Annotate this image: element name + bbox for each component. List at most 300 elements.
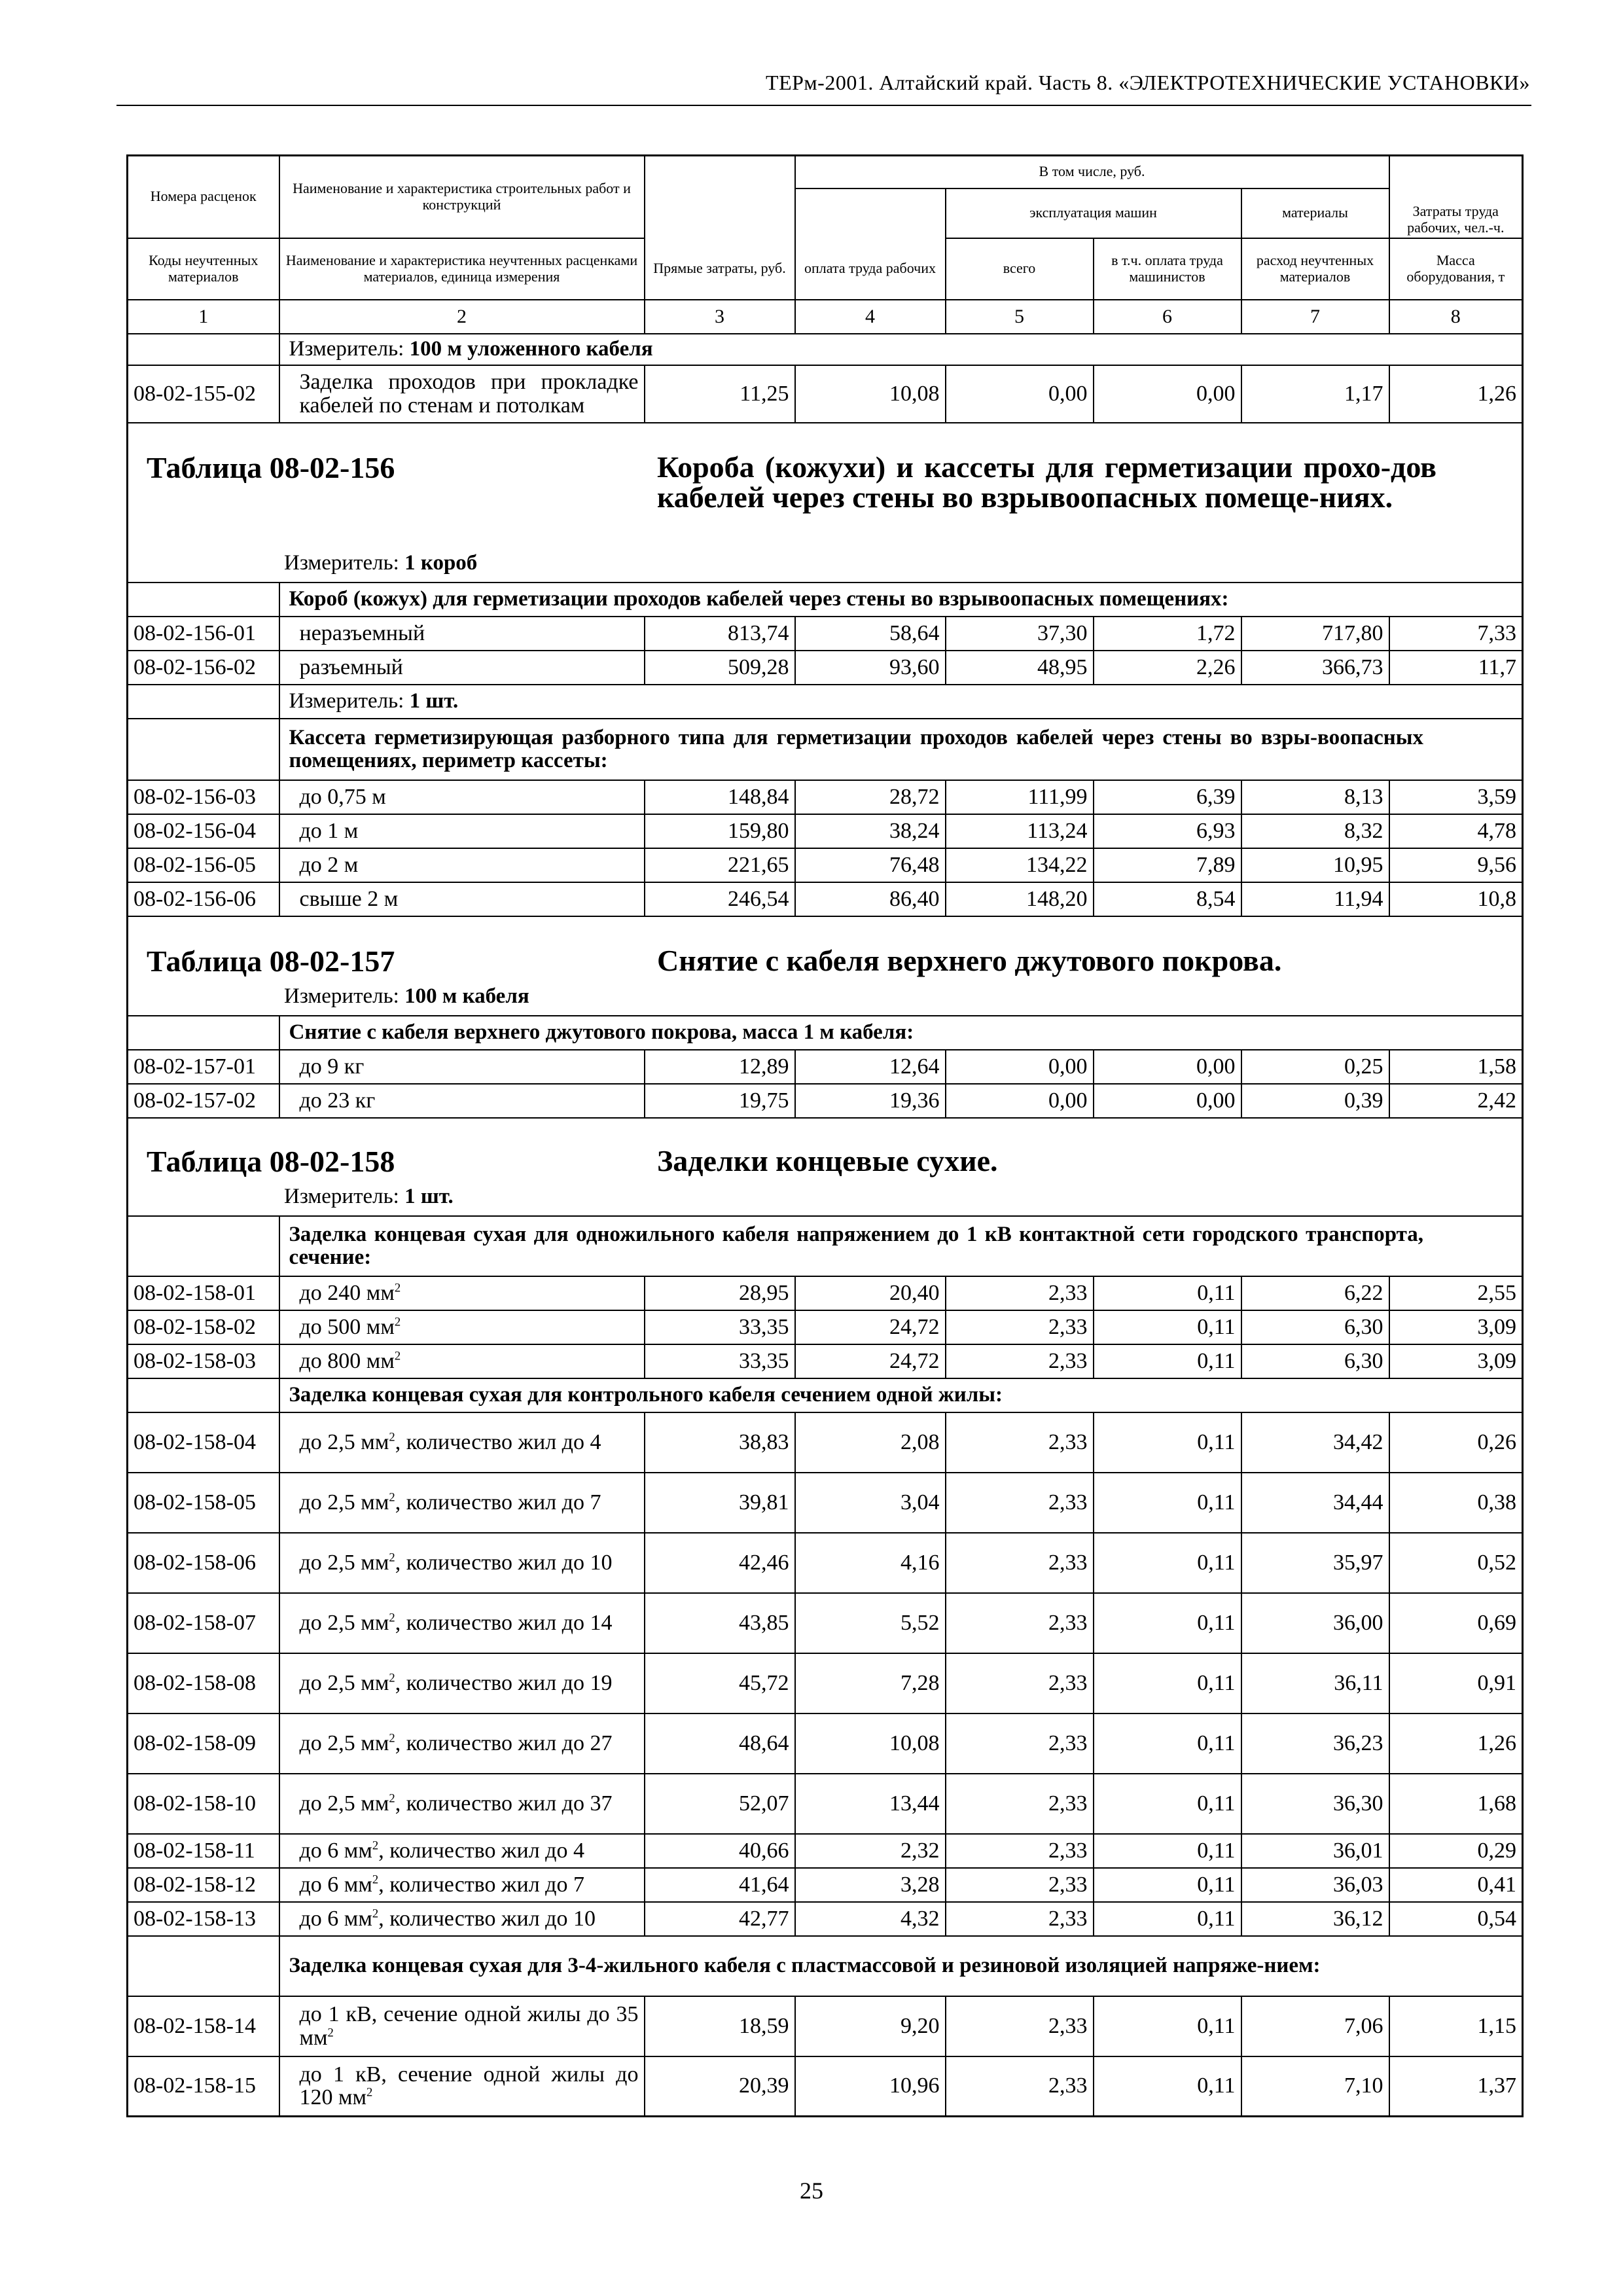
header-row-3 [128, 238, 1523, 300]
value-cell: 10,96 [795, 2056, 946, 2117]
value-cell: 7,10 [1241, 2056, 1389, 2117]
value-cell: 0,41 [1389, 1868, 1523, 1902]
section-row [128, 1936, 1523, 1996]
col5-header: всего [946, 238, 1094, 300]
table-row [128, 1533, 1523, 1593]
value-cell: 41,64 [645, 1868, 795, 1902]
work-name: до 0,75 м [279, 780, 645, 814]
table-row [128, 365, 1523, 423]
value-cell: 42,46 [645, 1533, 795, 1593]
rate-code: 08-02-158-07 [128, 1593, 279, 1653]
value-cell: 24,72 [795, 1310, 946, 1344]
table-title: Снятие с кабеля верхнего джутового покрова. [657, 943, 1282, 977]
measure-label: Измеритель: [284, 550, 405, 575]
value-cell: 0,11 [1094, 1344, 1241, 1378]
work-name [279, 1593, 645, 1653]
work-name [279, 1834, 645, 1868]
table-id: Таблица 08-02-158 [147, 1144, 395, 1178]
table-row [128, 814, 1523, 848]
work-name-sup: 2 [327, 2026, 334, 2040]
blank-cell [128, 1936, 279, 1996]
value-cell: 19,36 [795, 1084, 946, 1118]
value-cell: 34,44 [1241, 1473, 1389, 1533]
col4-header-spacer [795, 188, 946, 238]
table-row [128, 1276, 1523, 1310]
table-title-wrap [128, 1119, 1522, 1215]
value-cell: 7,33 [1389, 617, 1523, 651]
blank-cell [128, 1378, 279, 1412]
col3-header-spacer [645, 156, 795, 238]
work-name-text: до 2,5 мм [299, 1490, 389, 1515]
column-number: 7 [1241, 300, 1389, 334]
work-name-text: до 6 мм [299, 1872, 372, 1897]
measure-label: Измеритель: [284, 1184, 405, 1208]
value-cell: 38,83 [645, 1412, 795, 1473]
measure-label: Измеритель: [289, 337, 410, 361]
table-id: Таблица 08-02-157 [147, 944, 395, 978]
table-title-wrap [128, 423, 1522, 582]
rate-code: 08-02-156-03 [128, 780, 279, 814]
work-name [279, 1344, 645, 1378]
rate-code: 08-02-155-02 [128, 365, 279, 423]
value-cell: 0,00 [1094, 1084, 1241, 1118]
value-cell: 0,54 [1389, 1902, 1523, 1936]
work-name: до 1 м [279, 814, 645, 848]
column-number: 5 [946, 300, 1094, 334]
value-cell: 93,60 [795, 651, 946, 685]
value-cell: 1,15 [1389, 1996, 1523, 2056]
work-name-text: до 6 мм [299, 1838, 372, 1863]
value-cell: 0,11 [1094, 1593, 1241, 1653]
work-name-text: до 800 мм [299, 1348, 395, 1373]
value-cell: 7,89 [1094, 848, 1241, 882]
table-row [128, 2056, 1523, 2117]
work-name [279, 2056, 645, 2117]
work-name [279, 1996, 645, 2056]
table-row [128, 780, 1523, 814]
rate-code: 08-02-157-01 [128, 1050, 279, 1084]
work-name-sup: 2 [372, 1839, 379, 1853]
value-cell: 0,11 [1094, 1774, 1241, 1834]
work-name-sup: 2 [372, 1907, 379, 1921]
value-cell: 10,8 [1389, 882, 1523, 916]
col4-header: оплата труда рабочих [795, 238, 946, 300]
measure-text [279, 334, 1523, 365]
value-cell: 1,58 [1389, 1050, 1523, 1084]
value-cell: 0,52 [1389, 1533, 1523, 1593]
column-number: 8 [1389, 300, 1523, 334]
rate-code: 08-02-156-05 [128, 848, 279, 882]
work-name [279, 1533, 645, 1593]
value-cell: 40,66 [645, 1834, 795, 1868]
work-name-rest: , количество жил до 4 [378, 1838, 584, 1863]
work-name-sup: 2 [389, 1430, 395, 1444]
value-cell: 3,28 [795, 1868, 946, 1902]
value-cell: 0,11 [1094, 1868, 1241, 1902]
rate-code: 08-02-157-02 [128, 1084, 279, 1118]
table-row [128, 1344, 1523, 1378]
value-cell: 33,35 [645, 1344, 795, 1378]
page-number: 25 [800, 2178, 823, 2204]
table-title-block [128, 1118, 1523, 1216]
section-heading: Заделка концевая сухая для одножильного кабеля напряжением до 1 кВ контактной сети городского транспорта, сечение: [279, 1216, 1523, 1276]
value-cell: 9,56 [1389, 848, 1523, 882]
column-number: 1 [128, 300, 279, 334]
table-measure [284, 552, 477, 575]
value-cell: 12,89 [645, 1050, 795, 1084]
value-cell: 2,33 [946, 1996, 1094, 2056]
value-cell: 148,20 [946, 882, 1094, 916]
column-number: 2 [279, 300, 645, 334]
measure-text [279, 685, 1523, 719]
table-title-wrap [128, 917, 1522, 1015]
value-cell: 1,26 [1389, 1713, 1523, 1774]
work-name-rest: , количество жил до 27 [395, 1731, 613, 1755]
work-name-sup: 2 [372, 1873, 379, 1887]
value-cell: 246,54 [645, 882, 795, 916]
value-cell: 3,59 [1389, 780, 1523, 814]
value-cell: 52,07 [645, 1774, 795, 1834]
work-name-rest: , количество жил до 7 [395, 1490, 601, 1515]
value-cell: 36,01 [1241, 1834, 1389, 1868]
value-cell: 3,09 [1389, 1344, 1523, 1378]
value-cell: 5,52 [795, 1593, 946, 1653]
work-name [279, 1713, 645, 1774]
value-cell: 7,28 [795, 1653, 946, 1713]
value-cell: 86,40 [795, 882, 946, 916]
value-cell: 11,25 [645, 365, 795, 423]
table-row [128, 1713, 1523, 1774]
work-name [279, 1774, 645, 1834]
value-cell: 0,11 [1094, 1412, 1241, 1473]
value-cell: 10,95 [1241, 848, 1389, 882]
measure-value: 1 шт. [409, 689, 459, 713]
table-measure [284, 985, 529, 1008]
value-cell: 12,64 [795, 1050, 946, 1084]
value-cell: 0,91 [1389, 1653, 1523, 1713]
work-name-text: до 1 кВ, сечение одной жилы до 120 мм [299, 2062, 639, 2110]
work-name: до 2 м [279, 848, 645, 882]
table-row [128, 1593, 1523, 1653]
value-cell: 4,16 [795, 1533, 946, 1593]
measure-label: Измеритель: [289, 689, 410, 713]
value-cell: 134,22 [946, 848, 1094, 882]
value-cell: 113,24 [946, 814, 1094, 848]
rate-code: 08-02-156-01 [128, 617, 279, 651]
value-cell: 48,95 [946, 651, 1094, 685]
value-cell: 8,32 [1241, 814, 1389, 848]
col2-header-bottom: Наименование и характеристика неучтенных расценками материалов, единица измерения [279, 238, 645, 300]
value-cell: 13,44 [795, 1774, 946, 1834]
value-cell: 2,33 [946, 1713, 1094, 1774]
value-cell: 3,09 [1389, 1310, 1523, 1344]
table-row [128, 1774, 1523, 1834]
section-heading: Кассета герметизирующая разборного типа для герметизации проходов кабелей через стены во взры-воопасных помещениях, периметр кассеты: [279, 719, 1523, 780]
value-cell: 38,24 [795, 814, 946, 848]
col8-header-bottom: Масса оборудования, т [1389, 238, 1523, 300]
rate-code: 08-02-156-04 [128, 814, 279, 848]
section-heading: Заделка концевая сухая для 3-4-жильного кабеля с пластмассовой и резиновой изоляцией напряже-нием: [279, 1936, 1523, 1996]
value-cell: 0,00 [946, 1050, 1094, 1084]
value-cell: 0,11 [1094, 1276, 1241, 1310]
work-name-text: до 2,5 мм [299, 1429, 389, 1454]
work-name: Заделка проходов при прокладке кабелей по стенам и потолкам [279, 365, 645, 423]
section-row [128, 1016, 1523, 1050]
work-name-rest: , количество жил до 7 [378, 1872, 584, 1897]
table-title-block [128, 916, 1523, 1016]
value-cell: 0,11 [1094, 1713, 1241, 1774]
measure-value: 100 м уложенного кабеля [409, 337, 653, 361]
rate-code: 08-02-158-08 [128, 1653, 279, 1713]
value-cell: 6,30 [1241, 1310, 1389, 1344]
table-row [128, 617, 1523, 651]
section-row [128, 1378, 1523, 1412]
rate-code: 08-02-158-13 [128, 1902, 279, 1936]
work-name: до 23 кг [279, 1084, 645, 1118]
value-cell: 36,23 [1241, 1713, 1389, 1774]
value-cell: 0,00 [1094, 1050, 1241, 1084]
value-cell: 11,94 [1241, 882, 1389, 916]
value-cell: 221,65 [645, 848, 795, 882]
measure-row [128, 334, 1523, 365]
table-row [128, 1084, 1523, 1118]
value-cell: 0,11 [1094, 1310, 1241, 1344]
machines-header: эксплуатация машин [946, 188, 1241, 238]
work-name-sup: 2 [389, 1791, 395, 1806]
value-cell: 0,29 [1389, 1834, 1523, 1868]
table-id: Таблица 08-02-156 [147, 450, 395, 484]
work-name-sup: 2 [389, 1611, 395, 1625]
work-name-text: до 500 мм [299, 1314, 395, 1339]
work-name-text: до 6 мм [299, 1906, 372, 1931]
work-name [279, 1902, 645, 1936]
value-cell: 2,33 [946, 1774, 1094, 1834]
header-row-1 [128, 156, 1523, 188]
value-cell: 7,06 [1241, 1996, 1389, 2056]
col6-header: в т.ч. оплата труда машинистов [1094, 238, 1241, 300]
table-row [128, 1050, 1523, 1084]
price-table [126, 154, 1524, 2117]
blank-cell [128, 685, 279, 719]
rate-code: 08-02-158-02 [128, 1310, 279, 1344]
value-cell: 24,72 [795, 1344, 946, 1378]
work-name [279, 1653, 645, 1713]
work-name-text: до 2,5 мм [299, 1550, 389, 1575]
value-cell: 42,77 [645, 1902, 795, 1936]
work-name-sup: 2 [389, 1490, 395, 1505]
value-cell: 148,84 [645, 780, 795, 814]
value-cell: 0,00 [1094, 365, 1241, 423]
value-cell: 2,33 [946, 1310, 1094, 1344]
value-cell: 1,72 [1094, 617, 1241, 651]
value-cell: 1,17 [1241, 365, 1389, 423]
work-name-text: до 2,5 мм [299, 1610, 389, 1635]
blank-cell [128, 719, 279, 780]
work-name: неразъемный [279, 617, 645, 651]
work-name [279, 1473, 645, 1533]
value-cell: 0,11 [1094, 2056, 1241, 2117]
value-cell: 366,73 [1241, 651, 1389, 685]
work-name-rest: , количество жил до 19 [395, 1670, 613, 1695]
value-cell: 159,80 [645, 814, 795, 848]
value-cell: 36,03 [1241, 1868, 1389, 1902]
work-name-sup: 2 [394, 1315, 401, 1329]
section-heading: Короб (кожух) для герметизации проходов кабелей через стены во взрывоопасных помещениях: [279, 583, 1523, 617]
measure-value: 1 короб [404, 550, 478, 575]
work-name-sup: 2 [389, 1551, 395, 1565]
value-cell: 20,39 [645, 2056, 795, 2117]
table-row [128, 1412, 1523, 1473]
col1-header-bottom: Коды неучтенных материалов [128, 238, 279, 300]
measure-label: Измеритель: [284, 984, 405, 1008]
value-cell: 36,00 [1241, 1593, 1389, 1653]
header-index-row [128, 300, 1523, 334]
value-cell: 20,40 [795, 1276, 946, 1310]
value-cell: 6,93 [1094, 814, 1241, 848]
blank-cell [128, 334, 279, 365]
value-cell: 2,33 [946, 2056, 1094, 2117]
value-cell: 43,85 [645, 1593, 795, 1653]
rate-code: 08-02-158-06 [128, 1533, 279, 1593]
value-cell: 0,39 [1241, 1084, 1389, 1118]
value-cell: 4,32 [795, 1902, 946, 1936]
table-row [128, 1902, 1523, 1936]
work-name: до 9 кг [279, 1050, 645, 1084]
header-rule [116, 105, 1531, 106]
value-cell: 36,30 [1241, 1774, 1389, 1834]
value-cell: 3,04 [795, 1473, 946, 1533]
table-title: Короба (кожухи) и кассеты для герметизации прохо-дов кабелей через стены во взрывоопасных помеще-ниях. [657, 450, 1437, 514]
blank-cell [128, 1216, 279, 1276]
value-cell: 1,37 [1389, 2056, 1523, 2117]
value-cell: 2,33 [946, 1412, 1094, 1473]
value-cell: 28,95 [645, 1276, 795, 1310]
work-name-sup: 2 [389, 1671, 395, 1685]
value-cell: 35,97 [1241, 1533, 1389, 1593]
value-cell: 6,30 [1241, 1344, 1389, 1378]
section-heading: Заделка концевая сухая для контрольного кабеля сечением одной жилы: [279, 1378, 1523, 1412]
running-head: ТЕРм-2001. Алтайский край. Часть 8. «ЭЛЕКТРОТЕХНИЧЕСКИЕ УСТАНОВКИ» [766, 71, 1530, 94]
rate-code: 08-02-158-15 [128, 2056, 279, 2117]
work-name [279, 1412, 645, 1473]
value-cell: 0,69 [1389, 1593, 1523, 1653]
work-name: разъемный [279, 651, 645, 685]
work-name [279, 1868, 645, 1902]
value-cell: 0,11 [1094, 1996, 1241, 2056]
work-name-text: до 240 мм [299, 1280, 395, 1305]
value-cell: 111,99 [946, 780, 1094, 814]
work-name-text: до 2,5 мм [299, 1791, 389, 1816]
work-name-rest: , количество жил до 37 [395, 1791, 613, 1816]
work-name [279, 1310, 645, 1344]
value-cell: 45,72 [645, 1653, 795, 1713]
work-name-text: до 1 кВ, сечение одной жилы до 35 мм [299, 2001, 639, 2050]
rate-code: 08-02-156-06 [128, 882, 279, 916]
value-cell: 1,68 [1389, 1774, 1523, 1834]
value-cell: 10,08 [795, 365, 946, 423]
blank-cell [128, 583, 279, 617]
col7-header: расход неучтенных материалов [1241, 238, 1389, 300]
table-row [128, 1868, 1523, 1902]
value-cell: 0,38 [1389, 1473, 1523, 1533]
value-cell: 2,33 [946, 1344, 1094, 1378]
rate-code: 08-02-158-03 [128, 1344, 279, 1378]
value-cell: 0,11 [1094, 1473, 1241, 1533]
value-cell: 33,35 [645, 1310, 795, 1344]
materials-header: материалы [1241, 188, 1389, 238]
table-title-row [128, 1118, 1523, 1216]
value-cell: 8,54 [1094, 882, 1241, 916]
work-name-rest: , количество жил до 10 [395, 1550, 613, 1575]
value-cell: 8,13 [1241, 780, 1389, 814]
value-cell: 2,33 [946, 1473, 1094, 1533]
value-cell: 0,25 [1241, 1050, 1389, 1084]
work-name-sup: 2 [366, 2085, 373, 2100]
section-row [128, 583, 1523, 617]
rate-code: 08-02-158-09 [128, 1713, 279, 1774]
value-cell: 2,33 [946, 1834, 1094, 1868]
work-name [279, 1276, 645, 1310]
value-cell: 9,20 [795, 1996, 946, 2056]
value-cell: 2,55 [1389, 1276, 1523, 1310]
value-cell: 813,74 [645, 617, 795, 651]
value-cell: 0,11 [1094, 1834, 1241, 1868]
table-title-row [128, 423, 1523, 583]
value-cell: 18,59 [645, 1996, 795, 2056]
value-cell: 76,48 [795, 848, 946, 882]
value-cell: 39,81 [645, 1473, 795, 1533]
value-cell: 2,33 [946, 1276, 1094, 1310]
incl-header: В том числе, руб. [795, 156, 1389, 188]
value-cell: 19,75 [645, 1084, 795, 1118]
value-cell: 11,7 [1389, 651, 1523, 685]
value-cell: 509,28 [645, 651, 795, 685]
blank-cell [128, 1016, 279, 1050]
rate-code: 08-02-158-14 [128, 1996, 279, 2056]
rate-code: 08-02-158-11 [128, 1834, 279, 1868]
value-cell: 0,00 [946, 365, 1094, 423]
rate-code: 08-02-156-02 [128, 651, 279, 685]
value-cell: 717,80 [1241, 617, 1389, 651]
work-name-sup: 2 [394, 1349, 401, 1363]
table-row [128, 1996, 1523, 2056]
work-name-rest: , количество жил до 14 [395, 1610, 613, 1635]
table-measure [284, 1185, 454, 1208]
table-row [128, 1473, 1523, 1533]
rate-code: 08-02-158-10 [128, 1774, 279, 1834]
value-cell: 28,72 [795, 780, 946, 814]
work-name-rest: , количество жил до 4 [395, 1429, 601, 1454]
table-title-block [128, 423, 1523, 583]
rate-code: 08-02-158-12 [128, 1868, 279, 1902]
table-row [128, 1653, 1523, 1713]
value-cell: 1,26 [1389, 365, 1523, 423]
value-cell: 0,11 [1094, 1902, 1241, 1936]
value-cell: 2,08 [795, 1412, 946, 1473]
col8-header-top: Затраты труда рабочих, чел.-ч. [1389, 156, 1523, 238]
value-cell: 0,11 [1094, 1653, 1241, 1713]
value-cell: 34,42 [1241, 1412, 1389, 1473]
value-cell: 2,33 [946, 1533, 1094, 1593]
value-cell: 36,12 [1241, 1902, 1389, 1936]
col3-header: Прямые затраты, руб. [645, 238, 795, 300]
table-row [128, 1310, 1523, 1344]
table-row [128, 1834, 1523, 1868]
section-row [128, 1216, 1523, 1276]
value-cell: 0,00 [946, 1084, 1094, 1118]
col1-header-top: Номера расценок [128, 156, 279, 238]
value-cell: 2,33 [946, 1902, 1094, 1936]
